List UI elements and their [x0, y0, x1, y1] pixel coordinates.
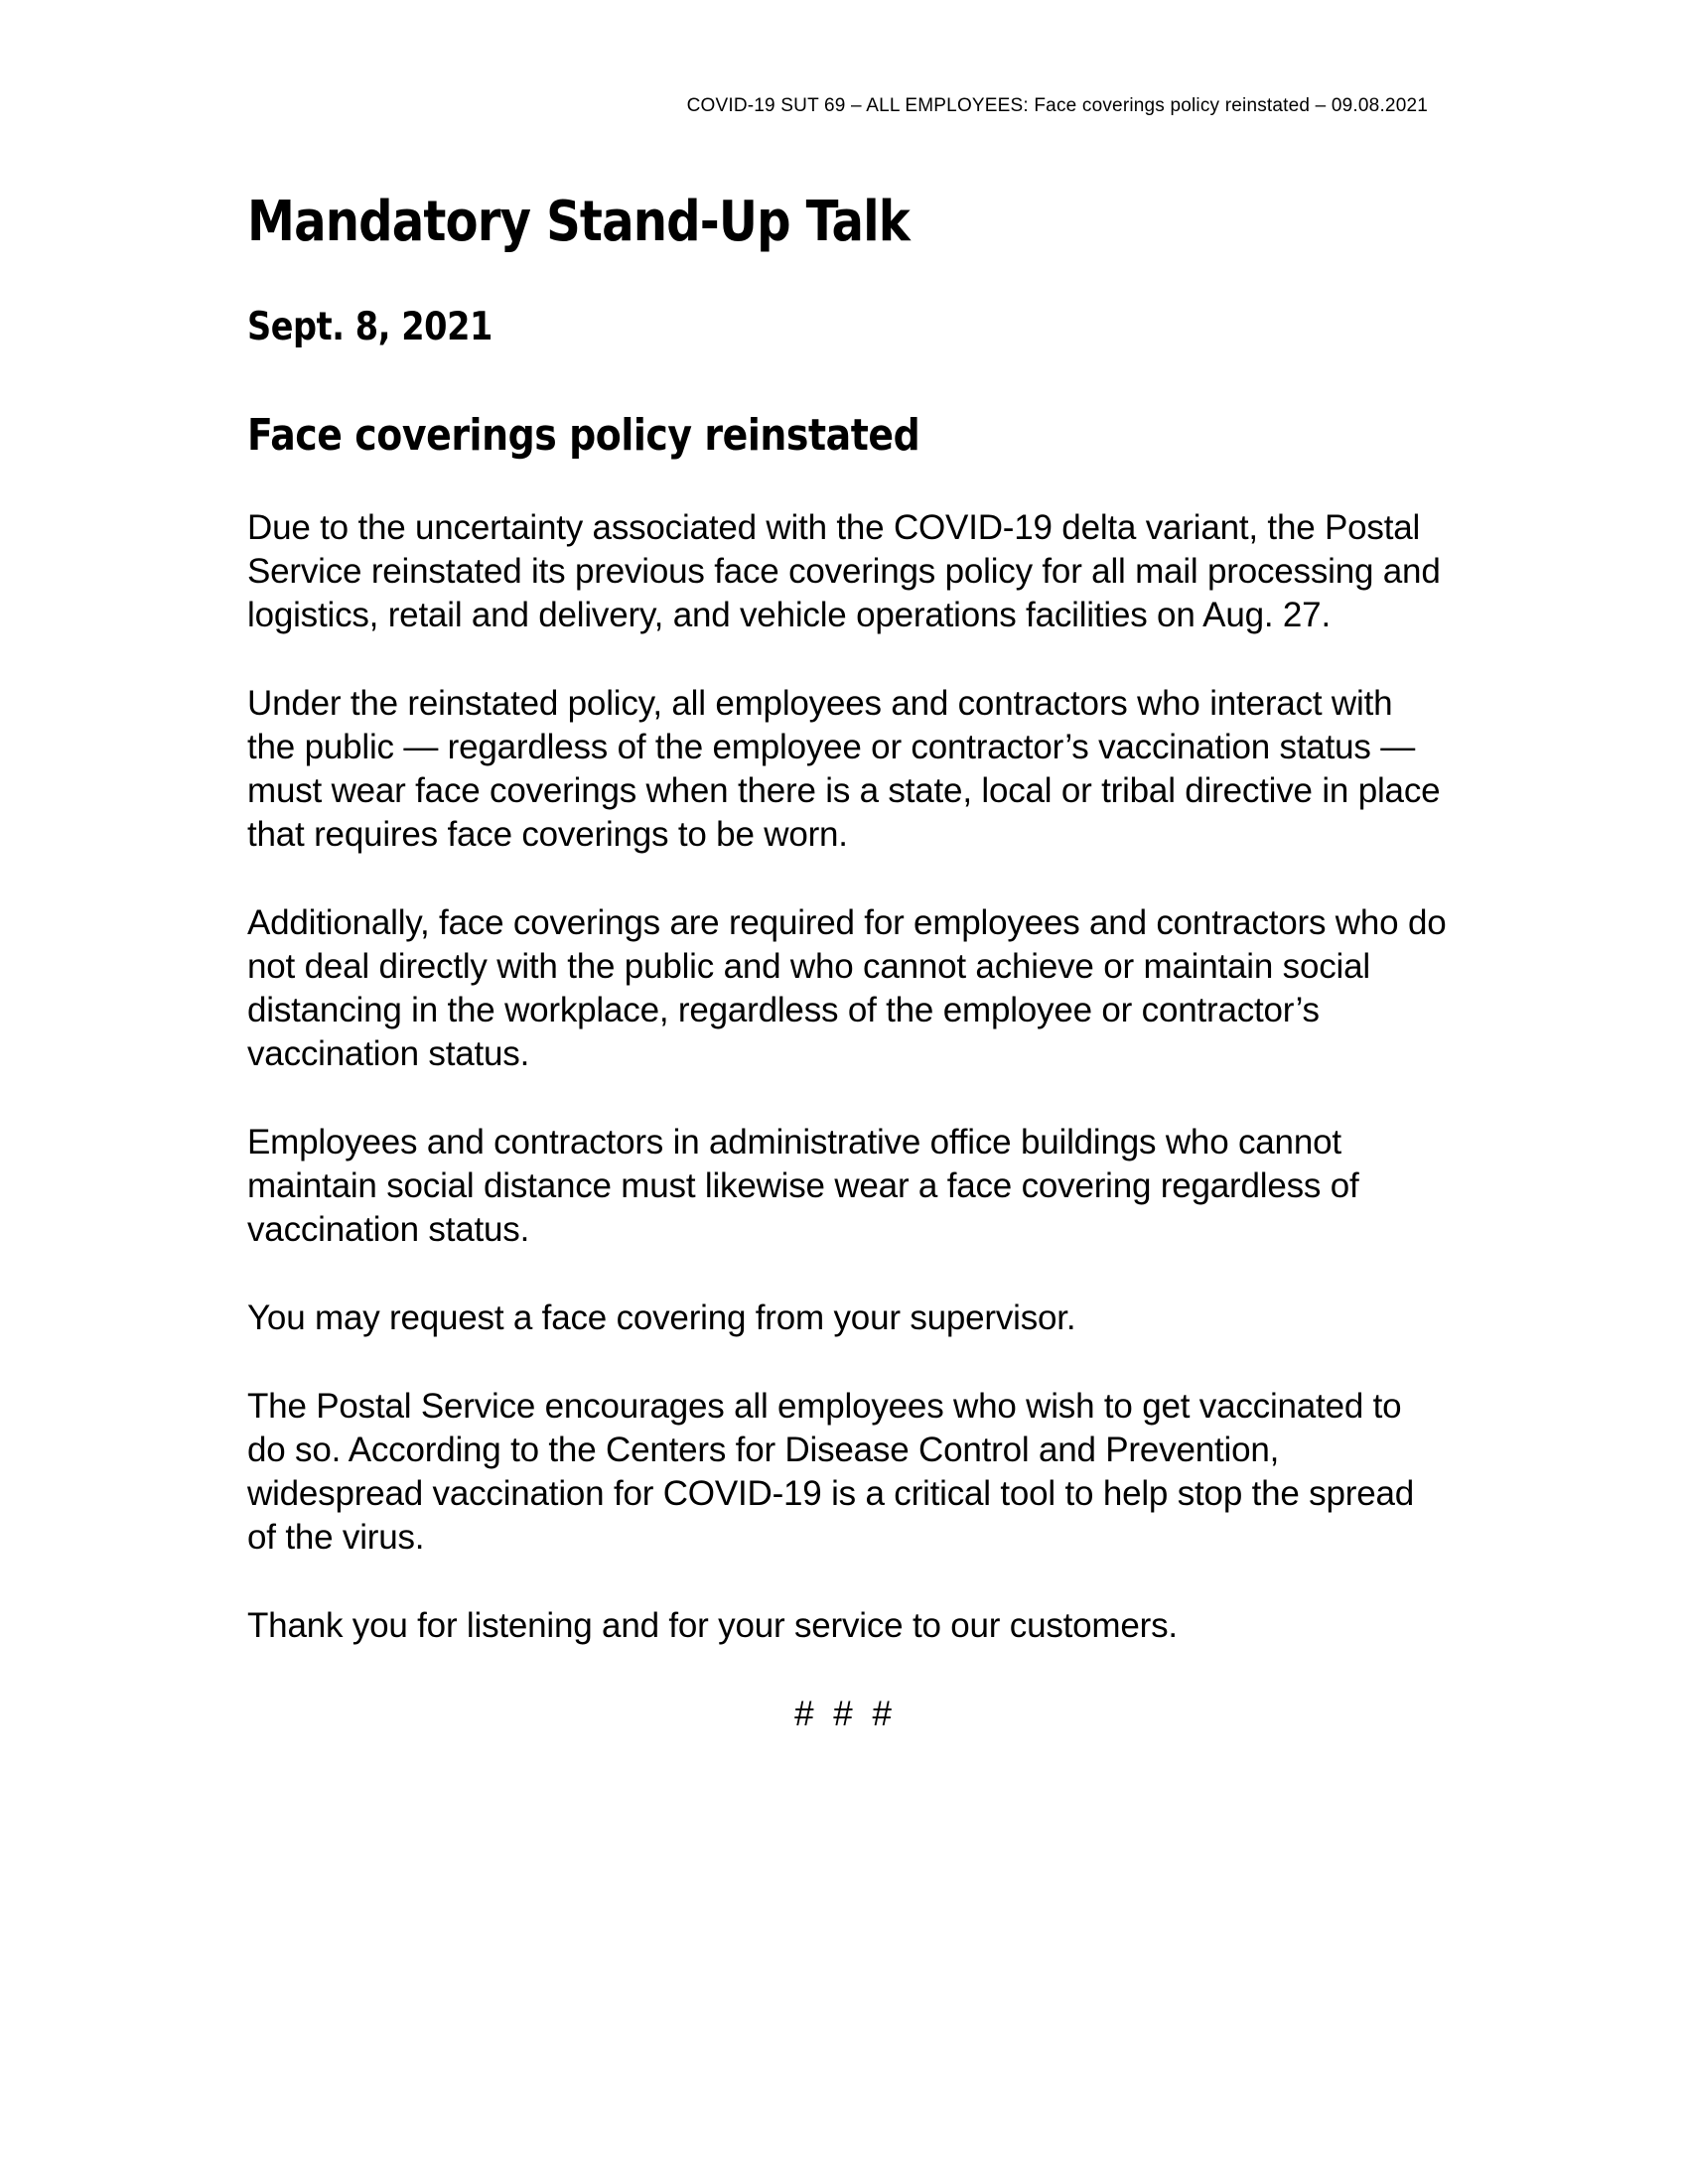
paragraph: Additionally, face coverings are required for employees and contractors who do not deal directly with the public and who cannot achieve or maintain social distancing in the workplace, regardless of the employee or contractor’s vaccination status. [247, 903, 1447, 1073]
running-header: COVID-19 SUT 69 – ALL EMPLOYEES: Face coverings policy reinstated – 09.08.2021 [686, 95, 1428, 116]
document-subheading: Face coverings policy reinstated [247, 410, 920, 461]
document-title: Mandatory Stand-Up Talk [247, 190, 910, 254]
paragraph: Thank you for listening and for your service to our customers. [247, 1606, 1178, 1645]
body-text [247, 506, 1449, 1648]
paragraph: Due to the uncertainty associated with the COVID-19 delta variant, the Postal Service reinstated its previous face coverings policy for all mail processing and logistics, retail and delivery, and vehicle operations facilities on Aug. 27. [247, 508, 1441, 634]
paragraph: You may request a face covering from your supervisor. [247, 1298, 1076, 1337]
paragraph: Employees and contractors in administrative office buildings who cannot maintain social distance must likewise wear a face covering regardless of vaccination status. [247, 1123, 1359, 1249]
document-content [247, 189, 1447, 1736]
end-mark: # # # [794, 1695, 892, 1733]
paragraph: Under the reinstated policy, all employees and contractors who interact with the public — regardless of the employee or contractor’s vaccination status — must wear face coverings when there is a state, local or tribal directive in place that requires face coverings to be worn. [247, 684, 1441, 854]
document-date: Sept. 8, 2021 [247, 305, 492, 349]
paragraph: The Postal Service encourages all employees who wish to get vaccinated to do so. According to the Centers for Disease Control and Prevention, widespread vaccination for COVID-19 is a critical tool to help stop the spread of the virus. [247, 1387, 1414, 1557]
